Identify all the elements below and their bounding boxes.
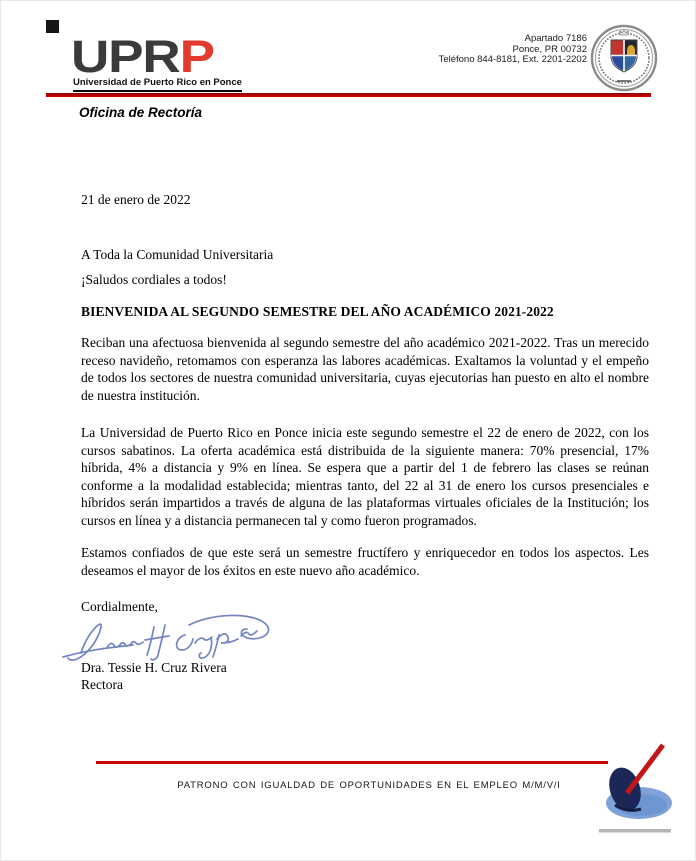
address-line: Ponce, PR 00732 bbox=[512, 43, 587, 55]
recipient-line: A Toda la Comunidad Universitaria bbox=[81, 247, 274, 262]
header-rule bbox=[46, 93, 651, 97]
signer-title: Rectora bbox=[81, 677, 123, 692]
logo-tagline: Universidad de Puerto Rico en Ponce bbox=[73, 77, 242, 92]
closing-line: Cordialmente, bbox=[81, 599, 158, 614]
subject-line: BIENVENIDA AL SEGUNDO SEMESTRE DEL AÑO ACADÉMICO 2021-2022 bbox=[81, 304, 554, 319]
eeo-statement: PATRONO CON IGUALDAD DE OPORTUNIDADES EN EL EMPLEO M/M/V/I bbox=[177, 780, 561, 791]
office-title: Oficina de Rectoría bbox=[79, 105, 203, 120]
logo-text-accent: P bbox=[179, 31, 214, 82]
ponce-brush-logo-icon bbox=[597, 741, 673, 839]
address-line: Teléfono 844-8181, Ext. 2201-2202 bbox=[438, 54, 587, 65]
body-paragraph: La Universidad de Puerto Rico en Ponce inicia este segundo semestre el 22 de enero de 2022, con los cursos sabatinos. La oferta académica está distribuida de la siguiente manera: 70% presencial, 17% híbrida, 4% a distancia y 9% en línea. Se espera que a partir del 1 de febrero las clases se reúnan conforme a la modalidad establecida; mientras tanto, del 22 al 31 de enero los cursos presenciales e híbridos serán impartidos a través de alguna de las plataformas virtuales oficiales de la Institución; los cursos en línea y a distancia permanecen tal y como fueron programados. bbox=[81, 425, 649, 528]
signature-icon bbox=[59, 609, 279, 665]
letter-date: 21 de enero de 2022 bbox=[81, 192, 191, 207]
address-block bbox=[331, 34, 587, 66]
salutation-line: ¡Saludos cordiales a todos! bbox=[81, 272, 227, 287]
scan-corner-mark bbox=[46, 20, 59, 33]
body-paragraph: Reciban una afectuosa bienvenida al segundo semestre del año académico 2021-2022. Tras un merecido receso navideño, retomamos con esperanza las labores académicas. Exaltamos la voluntad y el empeño de todos los sectores de nuestra comunidad universitaria, cuyas ejecutorias han puesto en alto el nombre de nuestra institución. bbox=[81, 335, 649, 403]
uprp-logo bbox=[71, 31, 214, 82]
footer-rule bbox=[96, 761, 608, 764]
university-seal-icon bbox=[590, 24, 658, 92]
body-paragraph: Estamos confiados de que este será un semestre fructífero y enriquecedor en todos los aspectos. Les deseamos el mayor de los éxitos en este nuevo año académico. bbox=[81, 545, 649, 578]
signer-name: Dra. Tessie H. Cruz Rivera bbox=[81, 660, 227, 675]
address-line: Apartado 7186 bbox=[524, 33, 587, 44]
logo-text-main: UPR bbox=[71, 31, 180, 82]
